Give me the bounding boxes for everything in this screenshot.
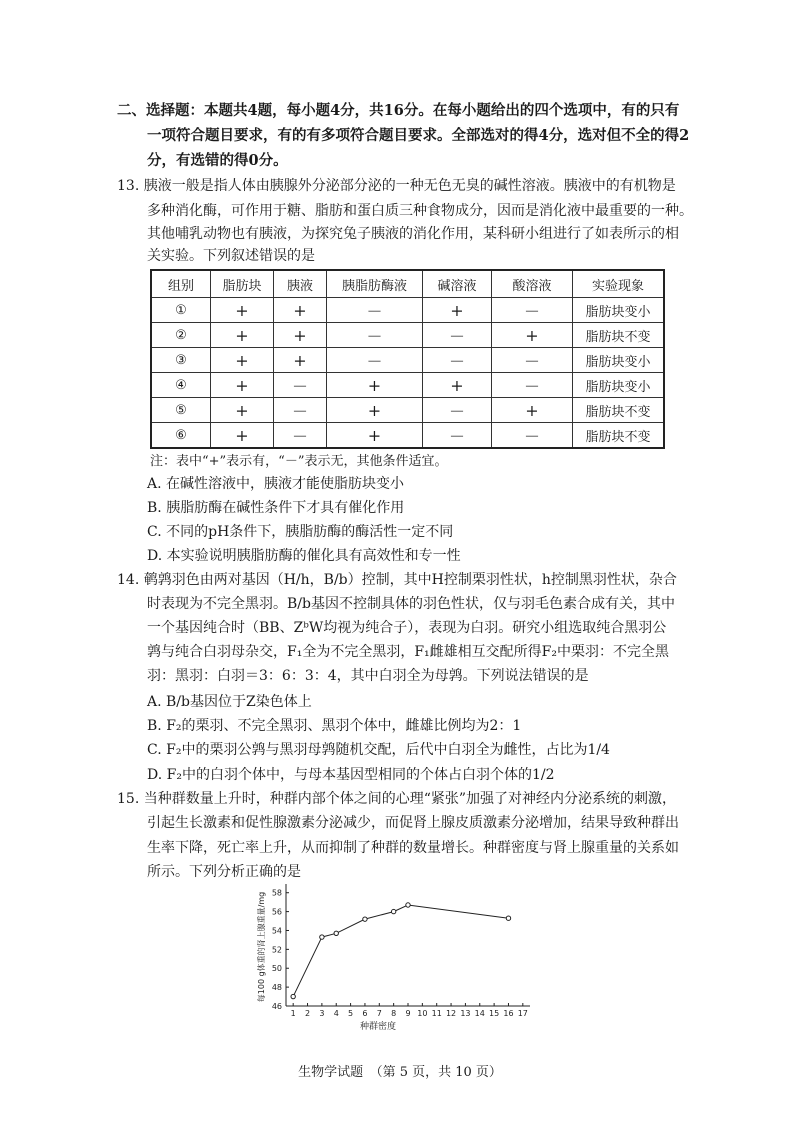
table-cell: + [492, 398, 573, 423]
x-tick-label: 10 [417, 1009, 428, 1018]
table-cell: + [423, 298, 492, 323]
q13-option-c: C. 不同的pH条件下，胰脂肪酶的酶活性一定不同 [147, 524, 454, 540]
table-cell: + [211, 298, 274, 323]
table-cell: 脂肪块不变 [573, 423, 665, 449]
q13-option-a: A. 在碱性溶液中，胰液才能使脂肪块变小 [147, 476, 405, 492]
y-tick-label: 58 [271, 888, 282, 898]
table-cell: － [423, 348, 492, 373]
series-line [293, 905, 508, 997]
table-cell: + [327, 423, 423, 449]
x-tick-label: 8 [391, 1009, 397, 1018]
table-header-cell: 脂肪块 [211, 270, 274, 298]
table-cell: － [327, 348, 423, 373]
section-header-line-3: 分，有选错的得0分。 [147, 152, 288, 169]
x-tick-label: 1 [290, 1009, 296, 1018]
q14-option-c: C. F₂中的栗羽公鹑与黑羽母鹑随机交配，后代中白羽全为雌性，占比为1/4 [147, 742, 610, 758]
experiment-table [150, 269, 665, 449]
y-tick-label: 54 [271, 926, 282, 936]
table-cell: + [211, 323, 274, 348]
q14-option-d: D. F₂中的白羽个体中，与母本基因型相同的个体占白羽个体的1/2 [147, 767, 555, 783]
y-axis-label: 每100 g体重的肾上腺重量/mg [257, 891, 266, 1003]
y-tick-label: 46 [271, 1002, 282, 1011]
y-tick-label: 48 [271, 983, 282, 993]
table-cell: － [492, 348, 573, 373]
table-cell: － [274, 373, 327, 398]
q13-option-d: D. 本实验说明胰脂肪酶的催化具有高效性和专一性 [147, 548, 461, 564]
y-tick-label: 52 [271, 945, 282, 955]
section-header-line-1: 二、选择题：本题共4题，每小题4分，共16分。在每小题给出的四个选项中，有的只有 [117, 102, 680, 119]
q14-stem-line-3: 一个基因纯合时（BB、ZᵇW均视为纯合子），表现为白羽。研究小组选取纯合黑羽公 [147, 620, 667, 636]
table-cell: ⑥ [151, 423, 211, 449]
table-row [151, 373, 664, 398]
y-tick-label: 50 [271, 964, 282, 974]
table-cell: 脂肪块变小 [573, 298, 665, 323]
table-header-cell: 胰液 [274, 270, 327, 298]
table-cell: ④ [151, 373, 211, 398]
table-header-cell: 组别 [151, 270, 211, 298]
table-cell: － [274, 423, 327, 449]
data-point [406, 903, 410, 907]
table-cell: 脂肪块变小 [573, 373, 665, 398]
table-cell: + [274, 323, 327, 348]
q13-option-b: B. 胰脂肪酶在碱性条件下才具有催化作用 [147, 500, 405, 516]
q13-stem-line-2: 多种消化酶，可作用于糖、脂肪和蛋白质三种食物成分，因而是消化液中最重要的一种。 [147, 203, 693, 219]
table-row [151, 298, 664, 323]
x-tick-label: 4 [333, 1009, 339, 1018]
data-point [320, 935, 324, 939]
x-tick-label: 9 [405, 1009, 411, 1018]
table-cell: + [492, 323, 573, 348]
table-row [151, 398, 664, 423]
q15-stem-line-3: 生率下降，死亡率上升，从而抑制了种群的数量增长。种群密度与肾上腺重量的关系如 [147, 840, 679, 856]
table-cell: + [274, 298, 327, 323]
table-cell: － [327, 323, 423, 348]
x-tick-label: 2 [304, 1009, 311, 1018]
q14-stem-line-4: 鹑与纯合白羽母杂交，F₁全为不完全黑羽，F₁雌雄相互交配所得F₂中栗羽：不完全黑 [147, 644, 669, 660]
table-cell: + [211, 373, 274, 398]
data-point [334, 931, 338, 935]
x-tick-label: 3 [319, 1009, 325, 1018]
table-cell: + [327, 398, 423, 423]
table-cell: － [274, 398, 327, 423]
x-tick-label: 7 [376, 1009, 382, 1018]
x-axis-label: 种群密度 [359, 1022, 397, 1032]
x-tick-label: 14 [474, 1009, 485, 1018]
data-point [391, 909, 395, 913]
table-cell: － [423, 423, 492, 449]
table-cell: + [211, 423, 274, 449]
q14-option-b: B. F₂的栗羽、不完全黑羽、黑羽个体中，雌雄比例均为2：1 [147, 718, 522, 734]
q14-stem-line-5: 羽：黑羽：白羽＝3：6：3：4，其中白羽全为母鹑。下列说法错误的是 [147, 668, 589, 684]
x-tick-label: 6 [362, 1009, 368, 1018]
table-header-cell: 碱溶液 [423, 270, 492, 298]
table-header-cell: 实验现象 [573, 270, 665, 298]
section-header-line-2: 一项符合题目要求，有的有多项符合题目要求。全部选对的得4分，选对但不全的得2 [147, 127, 690, 144]
table-cell: + [274, 348, 327, 373]
q13-stem-line-3: 其他哺乳动物也有胰液，为探究兔子胰液的消化作用，某科研小组进行了如表所示的相 [147, 226, 679, 242]
table-note: 注：表中“+”表示有，“－”表示无，其他条件适宜。 [150, 454, 448, 469]
q13-stem-line-1: 13. 胰液一般是指人体由胰腺外分泌部分泌的一种无色无臭的碱性溶液。胰液中的有机物是 [117, 178, 676, 194]
table-header-cell: 胰脂肪酶液 [327, 270, 423, 298]
page-footer: 生物学试题 （第 5 页，共 10 页） [298, 1065, 502, 1080]
table-cell: + [423, 373, 492, 398]
table-cell: 脂肪块不变 [573, 323, 665, 348]
x-tick-label: 16 [503, 1009, 514, 1018]
table-cell: ② [151, 323, 211, 348]
q14-option-a: A. B/b基因位于Z染色体上 [147, 694, 312, 710]
table-header-row [151, 270, 664, 298]
table-row [151, 423, 664, 449]
table-cell: － [492, 298, 573, 323]
q15-stem-line-1: 15. 当种群数量上升时，种群内部个体之间的心理“紧张”加强了对神经内分泌系统的刺激， [117, 791, 677, 807]
table-cell: ① [151, 298, 211, 323]
q15-stem-line-2: 引起生长激素和促性腺激素分泌减少，而促肾上腺皮质激素分泌增加，结果导致种群出 [147, 815, 679, 831]
table-cell: 脂肪块变小 [573, 348, 665, 373]
q15-stem-line-4: 所示。下列分析正确的是 [147, 864, 301, 880]
x-tick-label: 11 [431, 1009, 442, 1018]
table-cell: ⑤ [151, 398, 211, 423]
table-cell: － [423, 398, 492, 423]
data-point [291, 994, 295, 998]
q14-stem-line-2: 时表现为不完全黑羽。B/b基因不控制具体的羽色性状，仅与羽毛色素合成有关，其中 [147, 596, 675, 612]
table-row [151, 323, 664, 348]
table-cell: － [492, 373, 573, 398]
table-cell: － [423, 323, 492, 348]
adrenal-weight-chart [230, 878, 550, 1038]
table-cell: 脂肪块不变 [573, 398, 665, 423]
q14-stem-line-1: 14. 鹌鹑羽色由两对基因（H/h，B/b）控制，其中H控制栗羽性状，h控制黑羽性状，杂合 [117, 572, 677, 588]
table-cell: + [211, 398, 274, 423]
table-cell: + [327, 373, 423, 398]
table-cell: ③ [151, 348, 211, 373]
x-tick-label: 5 [348, 1009, 354, 1018]
table-cell: － [492, 423, 573, 449]
table-row [151, 348, 664, 373]
data-point [506, 916, 510, 920]
y-tick-label: 56 [271, 907, 282, 917]
data-point [363, 917, 367, 921]
x-tick-label: 12 [445, 1009, 457, 1018]
table-cell: － [327, 298, 423, 323]
table-cell: + [211, 348, 274, 373]
table-header-cell: 酸溶液 [492, 270, 573, 298]
x-tick-label: 15 [489, 1009, 500, 1018]
q13-stem-line-4: 关实验。下列叙述错误的是 [147, 248, 315, 264]
x-tick-label: 13 [460, 1009, 471, 1018]
x-tick-label: 17 [517, 1009, 528, 1018]
